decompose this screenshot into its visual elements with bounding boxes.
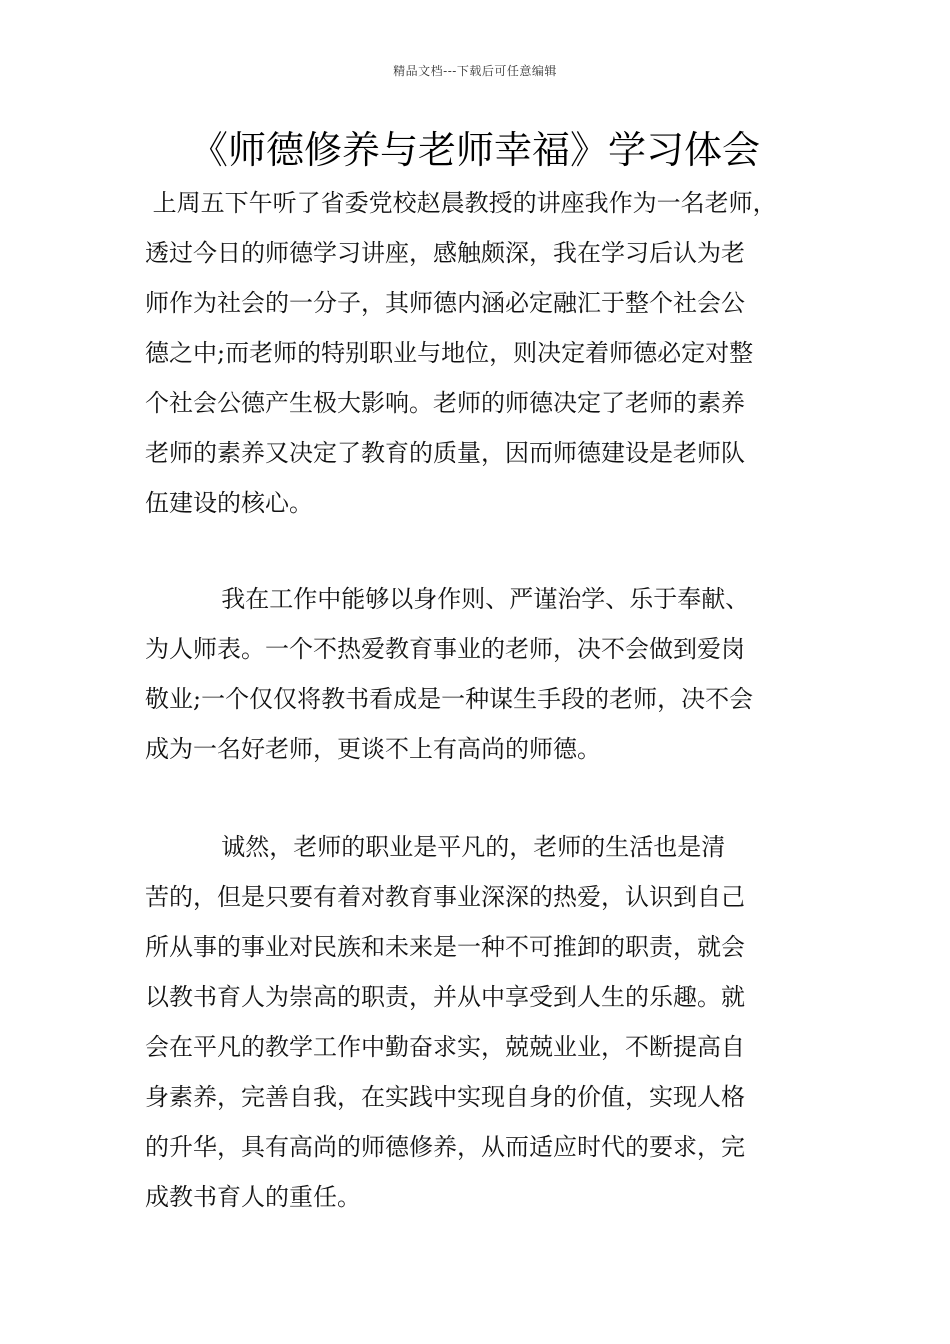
paragraph-line: 的升华，具有高尚的师德修养，从而适应时代的要求，完 xyxy=(145,1133,745,1161)
paragraph-line: 我在工作中能够以身作则、严谨治学、乐于奉献、 xyxy=(145,585,750,613)
paragraph-line: 身素养，完善自我，在实践中实现自身的价值，实现人格 xyxy=(145,1083,745,1111)
paragraph-line: 苦的，但是只要有着对教育事业深深的热爱，认识到自己 xyxy=(145,883,745,911)
page-header: 精品文档---下载后可任意编辑 xyxy=(393,64,557,78)
paragraph-line: 诚然，老师的职业是平凡的，老师的生活也是清 xyxy=(145,833,726,861)
paragraph-line: 个社会公德产生极大影响。老师的师德决定了老师的素养 xyxy=(145,389,745,417)
paragraph-line: 以教书育人为崇高的职责，并从中享受到人生的乐趣。就 xyxy=(145,983,745,1011)
paragraph-line: 所从事的事业对民族和未来是一种不可推卸的职责，就会 xyxy=(145,933,745,961)
paragraph-line: 德之中;而老师的特别职业与地位，则决定着师德必定对整 xyxy=(145,339,754,367)
paragraph-line: 敬业;一个仅仅将教书看成是一种谋生手段的老师，决不会 xyxy=(145,685,754,713)
paragraph-1 xyxy=(145,178,810,528)
paragraph-line: 成为一名好老师，更谈不上有高尚的师德。 xyxy=(145,735,601,763)
paragraph-line: 师作为社会的一分子，其师德内涵必定融汇于整个社会公 xyxy=(145,289,745,317)
paragraph-line: 伍建设的核心。 xyxy=(145,489,313,517)
paragraph-line: 老师的素养又决定了教育的质量，因而师德建设是老师队 xyxy=(145,439,745,467)
paragraph-3 xyxy=(145,822,810,1222)
paragraph-line: 成教书育人的重任。 xyxy=(145,1183,361,1211)
paragraph-line: 上周五下午听了省委党校赵晨教授的讲座我作为一名老师， xyxy=(145,189,777,217)
document-title: 《师德修养与老师幸福》学习体会 xyxy=(189,128,760,172)
paragraph-line: 透过今日的师德学习讲座，感触颇深，我在学习后认为老 xyxy=(145,239,745,267)
paragraph-line: 会在平凡的教学工作中勤奋求实，兢兢业业，不断提高自 xyxy=(145,1033,745,1061)
paragraph-2 xyxy=(145,574,810,774)
paragraph-line: 为人师表。一个不热爱教育事业的老师，决不会做到爱岗 xyxy=(145,635,745,663)
